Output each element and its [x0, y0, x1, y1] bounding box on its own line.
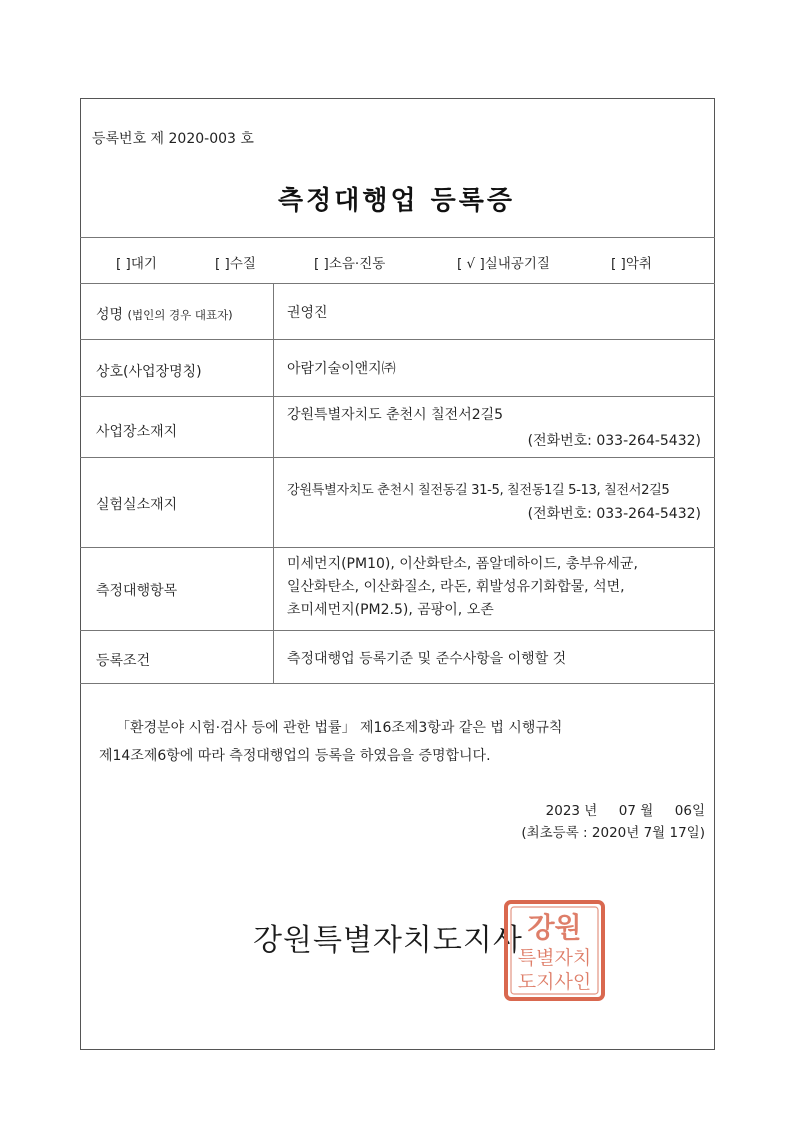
issue-date: 2023 년 07 월 06일 [545, 803, 705, 819]
official-seal-stamp [503, 899, 606, 1002]
column-divider [273, 283, 274, 683]
measurement-items [287, 553, 712, 622]
issuer-name: 강원특별자치도지사 [253, 923, 523, 958]
items-label: 측정대행항목 [96, 583, 178, 599]
items-line: 미세먼지(PM10), 이산화탄소, 폼알데하이드, 총부유세균, [287, 556, 638, 572]
seal-text-top: 강원 [527, 911, 582, 944]
category-indoor-air: [ √ ]실내공기질 [457, 256, 550, 272]
name-value: 권영진 [287, 305, 328, 321]
items-line: 일산화탄소, 이산화질소, 라돈, 휘발성유기화합물, 석면, [287, 579, 625, 595]
divider [80, 547, 715, 548]
condition-value: 측정대행업 등록기준 및 준수사항을 이행할 것 [287, 651, 567, 667]
office-phone: (전화번호: 033-264-5432) [527, 433, 701, 449]
divider [80, 683, 715, 684]
items-line: 초미세먼지(PM2.5), 곰팡이, 오존 [287, 602, 494, 618]
divider [80, 630, 715, 631]
document-title: 측정대행업 등록증 [278, 186, 515, 216]
category-water: [ ]수질 [215, 256, 256, 272]
statement-line-1: 「환경분야 시험·검사 등에 관한 법률」 제16조제3항과 같은 법 시행규칙 [116, 720, 563, 736]
first-registration: (최초등록 : 2020년 7월 17일) [521, 825, 705, 841]
seal-text-bottom: 도지사인 [517, 971, 592, 993]
divider [80, 396, 715, 397]
seal-text-middle: 특별자치 [517, 947, 592, 969]
company-value: 아람기술이앤지㈜ [287, 361, 396, 377]
category-air: [ ]대기 [116, 256, 157, 272]
lab-address: 강원특별자치도 춘천시 칠전동길 31-5, 칠전동1길 5-13, 칠전서2길5 [287, 483, 670, 498]
divider [80, 339, 715, 340]
divider [80, 457, 715, 458]
office-label: 사업장소재지 [96, 424, 178, 440]
category-noise: [ ]소음·진동 [314, 256, 386, 272]
condition-label: 등록조건 [96, 653, 151, 669]
category-odor: [ ]악취 [611, 256, 652, 272]
divider [80, 283, 715, 284]
name-label [96, 304, 233, 324]
company-label: 상호(사업장명칭) [96, 364, 202, 380]
lab-phone: (전화번호: 033-264-5432) [527, 506, 701, 522]
divider [80, 237, 715, 238]
office-address: 강원특별자치도 춘천시 칠전서2길5 [287, 407, 504, 423]
statement-line-2: 제14조제6항에 따라 측정대행업의 등록을 하였음을 증명합니다. [99, 748, 491, 764]
name-label-note: (법인의 경우 대표자) [127, 308, 233, 322]
lab-label: 실험실소재지 [96, 497, 178, 513]
name-label-text: 성명 [96, 307, 124, 323]
registration-number: 등록번호 제 2020-003 호 [92, 131, 254, 147]
